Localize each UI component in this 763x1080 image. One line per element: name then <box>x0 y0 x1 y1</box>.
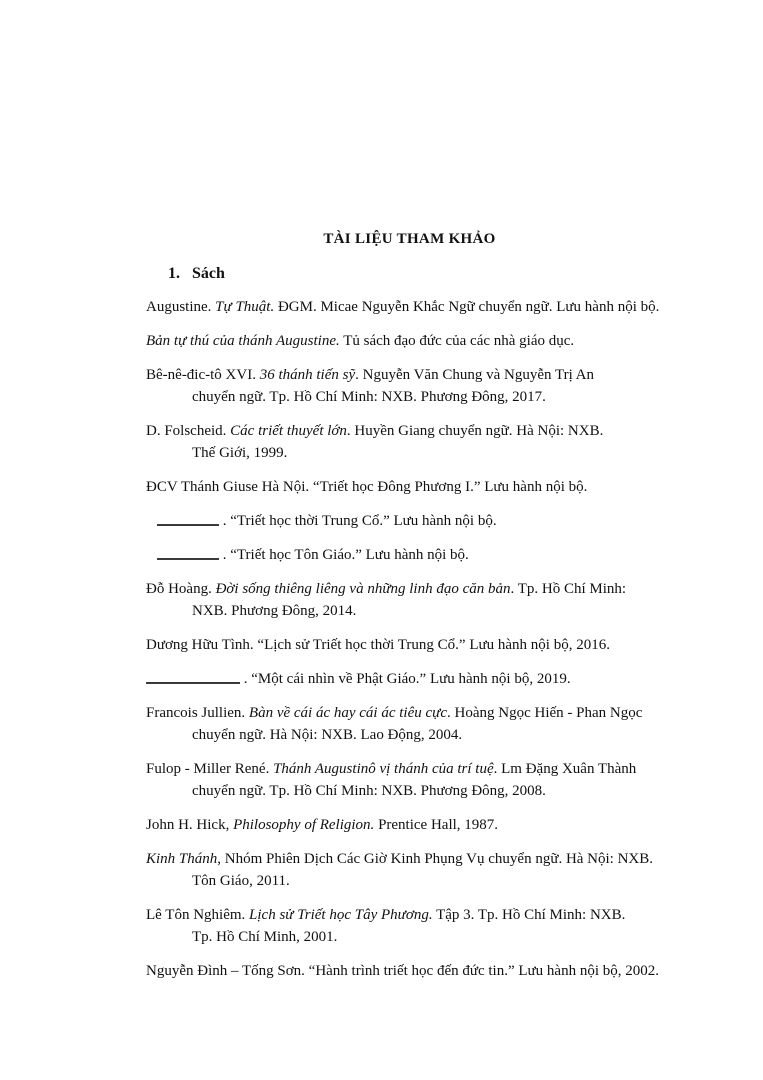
repeat-author-rule <box>157 524 219 526</box>
entry-line <box>146 442 686 464</box>
entry-line <box>146 758 686 780</box>
entry-line <box>146 724 686 746</box>
text-run: Augustine. <box>146 299 216 315</box>
bibliography-entry <box>146 476 686 498</box>
entry-line <box>146 668 686 690</box>
text-run: Philosophy of Religion. <box>233 817 375 833</box>
text-run: Tập 3. Tp. Hồ Chí Minh: NXB. <box>432 907 626 923</box>
entry-line <box>146 330 686 352</box>
text-run: . Tp. Hồ Chí Minh: <box>510 581 627 597</box>
text-run: Nguyễn Đình – Tống Sơn. “Hành trình triết học đến đức tin.” Lưu hành nội bộ, 2002. <box>146 963 660 979</box>
text-run: chuyển ngữ. Tp. Hồ Chí Minh: NXB. Phương Đông, 2017. <box>192 389 546 405</box>
text-run: . “Triết học Tôn Giáo.” Lưu hành nội bộ. <box>219 547 469 563</box>
entry-line <box>146 600 686 622</box>
text-run: . “Một cái nhìn về Phật Giáo.” Lưu hành nội bộ, 2019. <box>240 671 571 687</box>
text-run: Thánh Augustinô vị thánh của trí tuệ <box>273 761 494 777</box>
text-run: Tự Thuật. <box>215 299 275 315</box>
text-run: ĐGM. Micae Nguyễn Khắc Ngữ chuyển ngữ. Lưu hành nội bộ. <box>274 299 660 315</box>
text-run: ĐCV Thánh Giuse Hà Nội. “Triết học Đông Phương I.” Lưu hành nội bộ. <box>146 479 588 495</box>
text-run: chuyển ngữ. Tp. Hồ Chí Minh: NXB. Phương Đông, 2008. <box>192 783 546 799</box>
text-run: Lịch sử Triết học Tây Phương. <box>249 907 433 923</box>
text-run: . Nguyễn Văn Chung và Nguyễn Trị An <box>355 367 595 383</box>
entry-line <box>146 904 686 926</box>
text-run: Đời sống thiêng liêng và những linh đạo căn bản <box>215 581 511 597</box>
text-run: Tôn Giáo, 2011. <box>192 873 290 889</box>
text-run: Đỗ Hoàng. <box>146 581 216 597</box>
text-run: Bàn về cái ác hay cái ác tiêu cực <box>248 705 447 721</box>
bibliography-entry <box>146 634 686 656</box>
text-run: Kinh Thánh <box>146 851 218 867</box>
bibliography-entry <box>146 848 686 892</box>
text-run: Bản tự thú của thánh Augustine. <box>146 333 340 349</box>
bibliography-entry <box>146 510 686 532</box>
entry-line <box>146 634 686 656</box>
bibliography-entry <box>146 578 686 622</box>
bibliography-entry <box>146 904 686 948</box>
text-run: chuyển ngữ. Hà Nội: NXB. Lao Động, 2004. <box>192 727 463 743</box>
bibliography-entry <box>146 758 686 802</box>
bibliography-entry <box>146 330 686 352</box>
text-run: D. Folscheid. <box>146 423 231 439</box>
text-run: . Lm Đặng Xuân Thành <box>493 761 637 777</box>
text-run: NXB. Phương Đông, 2014. <box>192 603 357 619</box>
section-number: 1. <box>168 265 180 282</box>
entry-line <box>146 510 686 532</box>
text-run: Bê-nê-đic-tô XVI. <box>146 367 260 383</box>
page-title: TÀI LIỆU THAM KHẢO <box>323 231 496 247</box>
entry-line <box>146 296 686 318</box>
text-run: . “Triết học thời Trung Cổ.” Lưu hành nội bộ. <box>219 513 497 529</box>
entry-line <box>146 814 686 836</box>
repeat-author-rule <box>146 682 240 684</box>
entry-line <box>146 870 686 892</box>
section-label: Sách <box>192 265 225 282</box>
entry-line <box>146 544 686 566</box>
bibliography-entry <box>146 420 686 464</box>
bibliography-entry <box>146 702 686 746</box>
text-run: Francois Jullien. <box>146 705 249 721</box>
text-run: John H. Hick, <box>146 817 234 833</box>
repeat-author-rule <box>157 558 219 560</box>
text-run: . Huyền Giang chuyển ngữ. Hà Nội: NXB. <box>346 423 604 439</box>
entry-line <box>146 578 686 600</box>
bibliography-entry <box>146 544 686 566</box>
text-run: . Hoàng Ngọc Hiến - Phan Ngọc <box>447 705 643 721</box>
entry-line <box>146 364 686 386</box>
text-run: Prentice Hall, 1987. <box>374 817 499 833</box>
entry-line <box>146 848 686 870</box>
page-content <box>146 228 686 994</box>
text-run: Thế Giới, 1999. <box>192 445 288 461</box>
entry-line <box>146 386 686 408</box>
text-run: Các triết thuyết lớn <box>230 423 347 439</box>
text-run: , Nhóm Phiên Dịch Các Giờ Kinh Phụng Vụ chuyển ngữ. Hà Nội: NXB. <box>217 851 654 867</box>
text-run: Lê Tôn Nghiêm. <box>146 907 250 923</box>
entry-line <box>146 702 686 724</box>
entry-line <box>146 420 686 442</box>
entry-line <box>146 926 686 948</box>
bibliography-entry <box>146 814 686 836</box>
bibliography-entry <box>146 960 686 982</box>
text-run: Tủ sách đạo đức của các nhà giáo dục. <box>339 333 575 349</box>
section-heading <box>146 262 686 286</box>
bibliography-entry <box>146 668 686 690</box>
text-run: Dương Hữu Tình. “Lịch sử Triết học thời Trung Cổ.” Lưu hành nội bộ, 2016. <box>146 637 610 653</box>
text-run: 36 thánh tiến sỹ <box>259 367 356 383</box>
entry-line <box>146 780 686 802</box>
text-run: Fulop - Miller René. <box>146 761 274 777</box>
entry-line <box>146 960 686 982</box>
entry-line <box>146 476 686 498</box>
text-run: Tp. Hồ Chí Minh, 2001. <box>192 929 338 945</box>
bibliography-entry <box>146 364 686 408</box>
bibliography-entry <box>146 296 686 318</box>
bibliography-list <box>146 296 686 982</box>
